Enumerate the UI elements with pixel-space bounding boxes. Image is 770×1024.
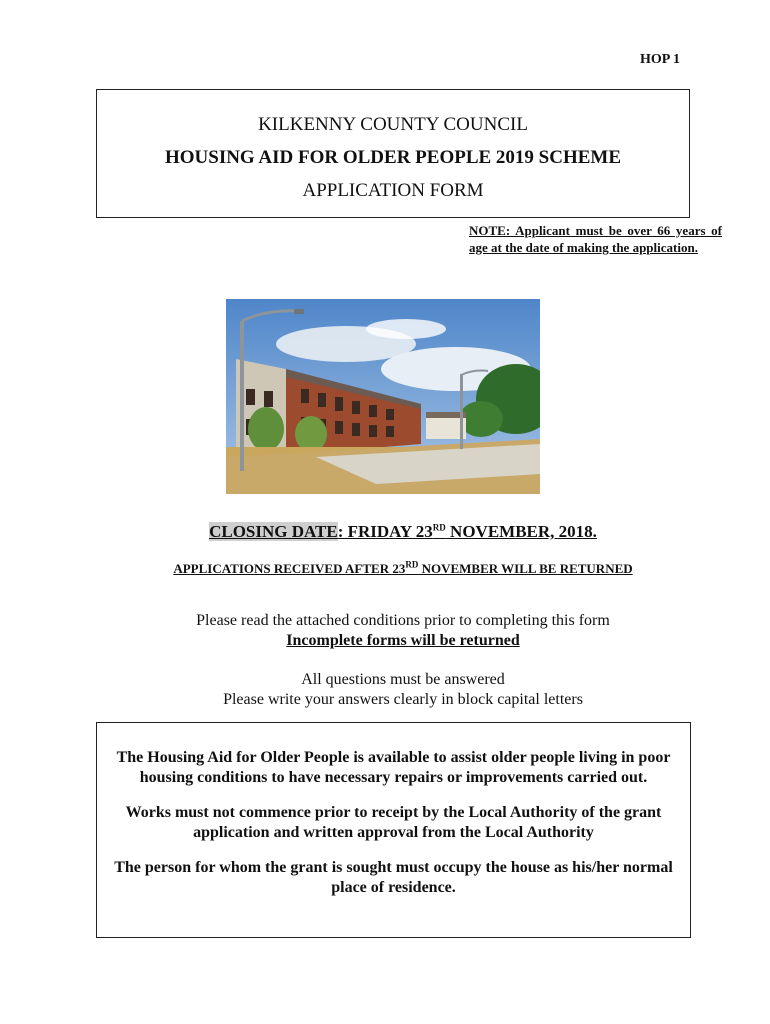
block-capitals-text: Please write your answers clearly in block capital letters	[223, 691, 583, 708]
housing-development-photo	[226, 299, 540, 494]
incomplete-forms-warning: Incomplete forms will be returned	[286, 632, 520, 649]
closing-date-prefix: : FRIDAY 23	[337, 522, 433, 541]
form-title: APPLICATION FORM	[302, 180, 484, 201]
closing-date-label: CLOSING DATE	[209, 522, 338, 541]
all-questions-text: All questions must be answered	[301, 671, 505, 688]
info-paragraph-residence: The person for whom the grant is sought must occupy the house as his/her normal place of residence.	[114, 859, 673, 896]
late-notice-prefix: APPLICATIONS RECEIVED AFTER 23	[173, 561, 406, 576]
read-conditions-text: Please read the attached conditions prior to completing this form	[196, 612, 610, 629]
late-notice-suffix: NOVEMBER WILL BE RETURNED	[418, 561, 633, 576]
housing-photo-illustration	[226, 299, 540, 494]
council-name: KILKENNY COUNTY COUNCIL	[258, 114, 528, 135]
late-applications-notice	[0, 561, 770, 577]
form-code: HOP 1	[640, 52, 681, 67]
header-box	[96, 89, 690, 218]
closing-date-suffix: NOVEMBER, 2018.	[445, 522, 597, 541]
scheme-title: HOUSING AID FOR OLDER PEOPLE 2019 SCHEME	[164, 147, 622, 168]
age-note: NOTE: Applicant must be over 66 years of age at the date of making the application.	[469, 223, 722, 255]
info-paragraph-purpose: The Housing Aid for Older People is available to assist older people living in poor housing conditions to have necessary repairs or improvements carried out.	[116, 749, 671, 786]
closing-date-sup: RD	[432, 522, 446, 533]
closing-date	[0, 522, 770, 542]
scheme-info-box	[96, 722, 691, 938]
info-paragraph-works: Works must not commence prior to receipt by the Local Authority of the grant application and written approval from the Local Authority	[125, 804, 662, 841]
late-notice-sup: RD	[405, 559, 419, 570]
